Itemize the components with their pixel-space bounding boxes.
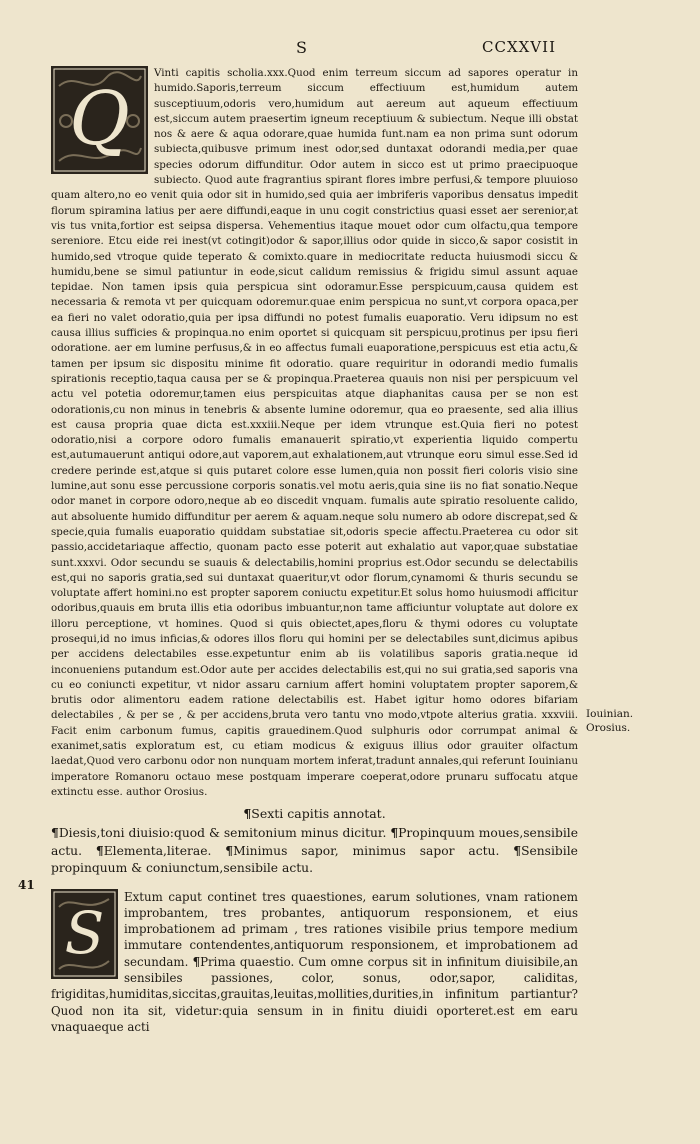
note-item: Sensibile propinquum & coniunctum,sensibile actu.: [51, 843, 578, 875]
pilcrow-icon: ¶: [513, 842, 522, 858]
margin-note-line: Orosius.: [586, 722, 631, 734]
initial-letter: Q: [69, 76, 130, 163]
annotation-heading: [51, 806, 578, 821]
question-text: Cum omne corpus sit in infinitum diuisibile,an sensibiles passiones, color, sonus, odor,sapor, caliditas, frigiditas,humiditas,siccitas,grauitas,leuitas,mollities,durities,in infinitum partiantur? Quod non ita sit, videtur:quia sensum in in finitu diuidi oporteret.est em earu vnaquaeque acti: [51, 954, 579, 1034]
decorated-initial-q: [51, 66, 148, 174]
initial-letter: S: [64, 898, 105, 967]
note-item: Elementa,literae.: [103, 843, 212, 858]
folio-number: CCXXVII: [482, 38, 556, 56]
signature-mark: S: [296, 38, 308, 57]
margin-number: 41: [18, 878, 35, 892]
chapter-summary: [51, 889, 578, 1036]
margin-note: [586, 707, 696, 735]
text-block: [51, 66, 578, 1035]
decorated-initial-s: [51, 889, 118, 979]
annotation-heading-text: Sexti capitis annotat.: [251, 806, 386, 822]
pilcrow-icon: ¶: [95, 842, 104, 858]
pilcrow-icon: ¶: [243, 806, 252, 822]
margin-note-line: Iouinian.: [586, 708, 634, 720]
annotation-notes: [51, 824, 578, 877]
note-item: Minimus sapor, minimus sapor actu.: [233, 843, 500, 858]
pilcrow-icon: ¶: [225, 842, 234, 858]
question-label: Prima quaestio.: [200, 954, 295, 969]
summary-text: Extum caput continet tres quaestiones, earum solutiones, vnam rationem improbantem, tres probantes, antiquorum responsionem, et eius improbationem ad primam , tres rationes visibile prius tempore medium immutare contendentes,antiquorum responsionem, et improbationem ad secundam.: [124, 889, 578, 969]
pilcrow-icon: ¶: [51, 824, 59, 840]
running-head: [0, 38, 700, 60]
scholia-text: Vinti capitis scholia.xxx.Quod enim terreum siccum ad sapores operatur in humido.Saporis,terreum siccum effectiuum est,humidum autem susceptiuum,odoris vero,humidum aut aereum aut aqueum effectiuum est,siccum autem praesertim igneum receptiuum & subiectum. Neque illi obstat nos & aere & aqua odorare,quae humida funt.nam ea non prima sunt odorum subiecta,quibusve primum inest odor,sed duntaxat odorandi media,per quae species odorum diffunditur. Odor autem in sicco est ut primo praecipuoque subiecto. Quod aute fragrantius spirant flores imbre perfusi,& tempore pluuioso quam altero,no eo venit quia odor sit in humido,sed quia aer imbriferis vaporibus densatus impedit florum spiramina latius per aere diffundi,eaque in unu cogit constrictius quasi esset aer serenior,at vis tus vnita,fortior est seipsa dispersa. Vehementius itaque mouet odor cum olfactu,qua tempore sereniore. Etcu eide rei inest(vt cotingit)odor & sapor,illius odor quide in sicco,& sapor cosistit in humido,sed vtroque quide teperato & comixto.quare in mediocritate reducta huiusmodi siccu & humidu,bene se simul patiuntur in eode,sicut calidum remissius & frigidu simul assunt aquae tepidae. Non tamen ipsis quia perspicua sint odoramur.Esse perspicuum,causa quidem est necessaria & remota vt per quicquam odoremur.quae enim perspicua no sunt,vt corpora opaca,per ea fieri no valet odoratio,quia per ipsa diffundi no potest fumalis euaporatio. Veru idipsum no est causa illius sufficies & propinqua.no enim oportet si quicquam sit perspicuu,protinus per ipsu fieri odoratione. aer em lumine perfusus,& in eo affectus fumali euaporatione,perspicuus est etia actu,& tamen per ipsum sic dispositu minime fit odoratio. quare requiritur in odorandi medio fumalis spirationis receptio,taqua causa per se & propinqua.Praeterea quauis non nisi per perspicuum vel actu vel potetia odoremur,tamen eius perspicuitas atque diaphanitas causa per se non est odorationis,cu non minus in tenebris & absente lumine odoremur, qua eo praesente, sed alia illius est causa propria quae dicta est.xxxiii.Neque per idem vtrunque est.Quia fieri no potest odoratio,nisi a corpore odoro fumalis emanauerit spiratio,vt experientia liquido compertu est,autumauerunt antiqui odore,aut vaporem,aut exhalationem,aut vtrunque eoru simul esse.Sed id credere perinde est,atque si quis putaret colore esse lumen,quia non possit fieri coloris visio sine lumine,aut sonu esse percussione corporis sonatis.vel motu aeris,quia sine iis no fiat sonatio.Neque odor manet in corpore odoro,neque ab eo discedit vnquam. fumalis aute spiratio resoluente calido, aut absoluente humido diffunditur per aerem & aquam.neque solu numero ab odore discrepat,sed & specie,quia fumalis euaporatio quiddam substatiae sit,odoris specie affectu.Praeterea cu odor sit passio,accidetariaque affectio, quonam pacto esse poterit aut exhalatio aut vapor,quae substatiae sunt.xxxvi. Odor secundu se suauis & delectabilis,homini proprius est.Odor secundu se delectabilis est,qui no saporis gratia,sed sui duntaxat quaeritur,vt odor florum,cynamomi & thuris secundu se voluptate affert homini.no est propter saporem coniuctu expetitur.Et solus homo huiusmodi afficitur odoribus,quauis em bruta illis etia odoribus imbuantur,non tame afficiuntur voluptate aut dolore ex illoru perceptione, vt homines. Quod si quis obiectet,apes,floru & thymi odores cu voluptate prosequi,id no imus inficias,& odores illos floru qui homini per se delectabiles sunt,dicimus apibus per accidens delectabiles esse.expetuntur enim ab iis volatilibus saporis gratia.neque id inconueniens putandum est.Odor aute per accides delectabilis est,qui no sui gratia,sed saporis vna cu eo coniuncti expetitur, vt nidor assaru carnium affert homini voluptatem propter saporem,& brutis odor alimentoru eadem ratione delectabilis est. Habet igitur homo odores bifariam delectabiles , & per se , & per accidens,bruta vero tantu vno modo,vtpote alterius gratia. xxxviii. Facit enim carbonum fumus, capitis grauedinem.Quod sulphuris odor corrumpat animal & exanimet,satis exploratum est, cu etiam modicus & exiguus illius odor grauiter olfactum laedat,Quod vero carbonu odor non nunquam mortem inferat,tradunt annales,qui referunt Iouinianu imperatore Romanoru octauo mese postquam imperare coeperat,odore prunaru suffocatu atque extinctu esse. author Orosius.: [51, 67, 578, 798]
note-item: Propinquum moues,sensibile actu.: [51, 825, 578, 858]
note-item: Diesis,toni diuisio:quod & semitonium minus dicitur.: [58, 825, 387, 840]
pilcrow-icon: ¶: [390, 824, 399, 840]
pilcrow-icon: ¶: [192, 954, 201, 969]
